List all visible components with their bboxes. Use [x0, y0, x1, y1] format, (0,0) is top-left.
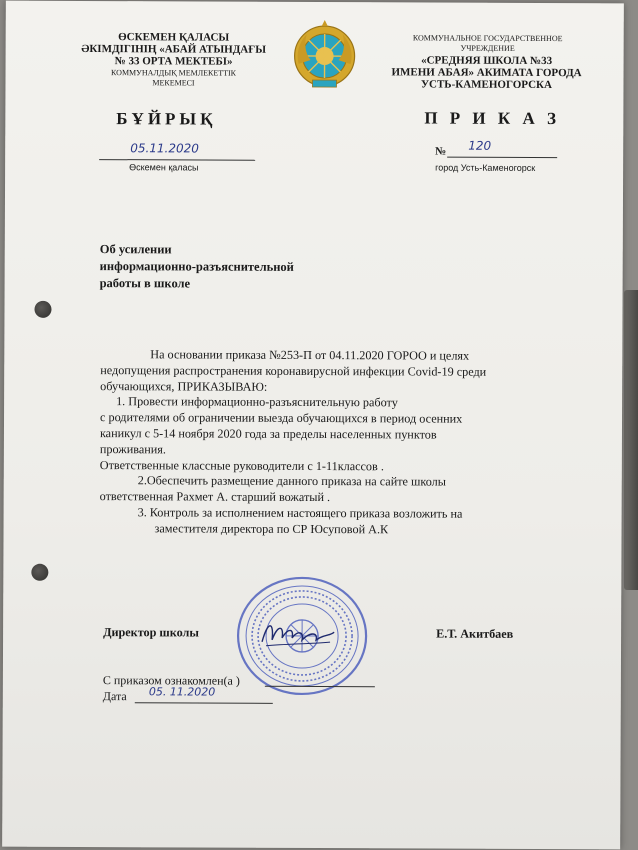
- title-ru: П Р И К А З: [424, 108, 561, 129]
- handwritten-date: 05.11.2020: [130, 141, 199, 156]
- director-title: Директор школы: [103, 625, 199, 640]
- body-line: каникул с 5-14 ноября 2020 года за пределы населенных пунктов: [99, 426, 437, 442]
- body-line: с родителями об ограничении выезда обучающихся в период осенних: [100, 410, 463, 426]
- body-item-1: 1. Провести информационно-разъяснительную работу: [116, 394, 398, 410]
- director-name: Е.Т. Акитбаев: [436, 626, 514, 641]
- header-ru: [383, 54, 589, 91]
- city-ru: город Усть-Каменогорск: [435, 162, 536, 173]
- acknowledgement-date-label: Дата: [102, 689, 127, 704]
- order-subject: [100, 241, 360, 293]
- punch-hole-top: [34, 301, 51, 318]
- header-ru-line1: «СРЕДНЯЯ ШКОЛА №33: [421, 54, 553, 68]
- header-kz: [70, 31, 278, 68]
- body-line: ответственная Рахмет А. старший вожатый .: [99, 489, 331, 505]
- body-item-3: 3. Контроль за исполнением настоящего приказа возложить на: [137, 505, 463, 521]
- document-page: [2, 1, 624, 850]
- header-kz-line3: № 33 ОРТА МЕКТЕБІ»: [114, 55, 233, 68]
- acknowledgement-label: С приказом ознакомлен(а ): [102, 673, 240, 688]
- subject-line3: работы в школе: [99, 276, 191, 291]
- state-emblem-icon: [292, 20, 356, 92]
- date-underline: [99, 159, 255, 161]
- header-ru-line3: УСТЬ-КАМЕНОГОРСКА: [420, 78, 553, 92]
- subject-line2: информационно-разъяснительной: [99, 259, 294, 274]
- order-body: [100, 347, 571, 539]
- body-line: На основании приказа №253-П от 04.11.2020 ГОРОО и целях: [150, 347, 470, 363]
- header-kz-sub: [85, 68, 261, 89]
- header-kz-line2: ӘКІМДІГІНІҢ «АБАЙ АТЫНДАҒЫ: [81, 42, 267, 56]
- subject-line1: Об усилении: [99, 242, 172, 257]
- body-line: Ответственные классные руководители с 1-11классов .: [99, 457, 384, 473]
- handwritten-order-number: 120: [468, 138, 492, 153]
- body-line: недопущения распространения коронавирусной инфекции Covid-19 среди: [100, 362, 487, 379]
- header-kz-line1: ӨСКЕМЕН ҚАЛАСЫ: [118, 31, 230, 44]
- header-ru-sub2: УЧРЕЖДЕНИЕ: [460, 43, 515, 53]
- punch-hole-bottom: [31, 564, 48, 581]
- header-ru-sub: [390, 33, 586, 54]
- body-line: обучающихся, ПРИКАЗЫВАЮ:: [100, 378, 268, 394]
- acknowledgement-handwritten-date: 05. 11.2020: [148, 685, 216, 699]
- body-line: проживания.: [99, 441, 166, 457]
- header-kz-sub1: КОММУНАЛДЫҚ МЕМЛЕКЕТТІК: [111, 68, 237, 78]
- order-number-label: №: [435, 145, 447, 158]
- acknowledgement-date-underline: [135, 702, 273, 704]
- city-kz: Өскемен қаласы: [129, 162, 199, 173]
- body-item-2: 2.Обеспечить размещение данного приказа на сайте школы: [137, 473, 446, 489]
- header-ru-line2: ИМЕНИ АБАЯ» АКИМАТА ГОРОДА: [391, 66, 582, 80]
- body-line: заместителя директора по СР Юсуповой А.К: [154, 521, 389, 537]
- director-signature: [258, 614, 338, 654]
- background-folder-edge: [624, 290, 638, 590]
- number-underline: [447, 157, 557, 158]
- header-ru-sub1: КОММУНАЛЬНОЕ ГОСУДАРСТВЕННОЕ: [412, 33, 563, 44]
- header-kz-sub2: МЕКЕМЕСІ: [152, 78, 195, 88]
- title-kz: БҰЙРЫҚ: [116, 109, 217, 129]
